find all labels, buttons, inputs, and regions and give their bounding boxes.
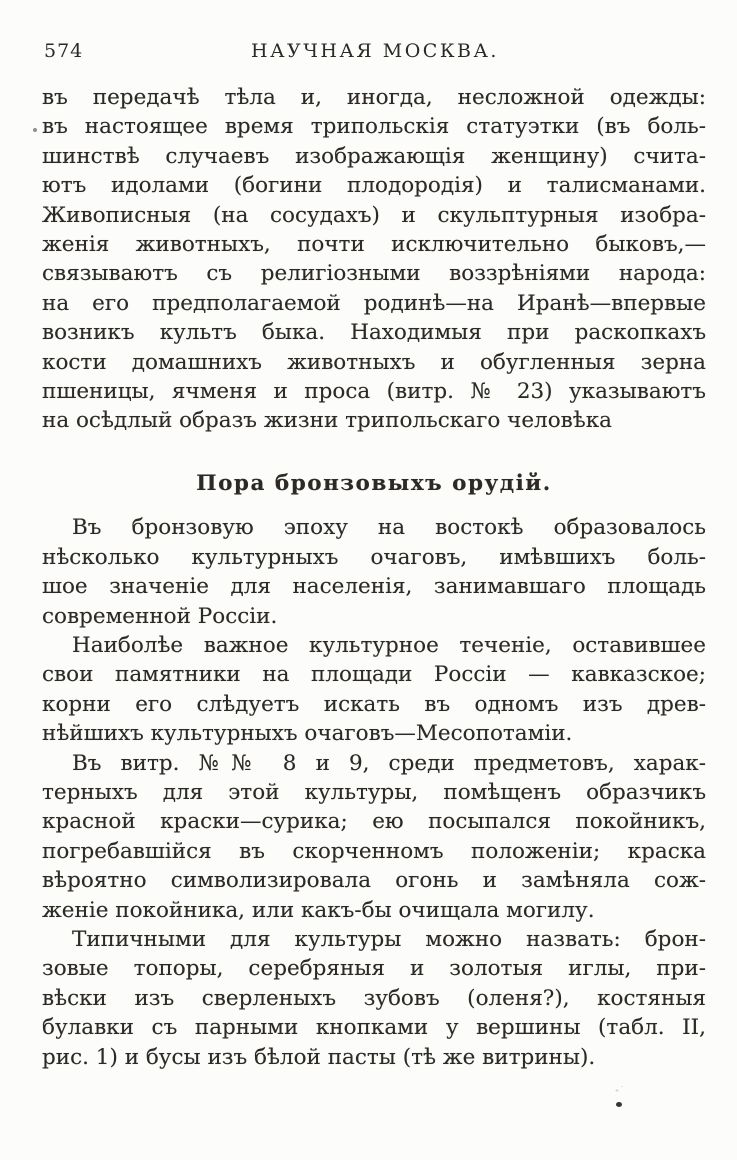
text-line: терныхъ для этой культуры, помѣщенъ образчикъ — [42, 779, 706, 805]
text-line: булавки съ парными кнопками у вершины (табл. II, — [42, 1015, 706, 1041]
text-line: на его предполагаемой родинѣ—на Иранѣ—впервые — [42, 290, 706, 316]
text-block — [42, 83, 706, 1072]
text-line: вѣски изъ сверленыхъ зубовъ (оленя?), костяныя — [42, 985, 706, 1011]
text-line: связываютъ съ религіозными воззрѣніями народа: — [42, 261, 706, 287]
text-line: свои памятники на площади Россіи — кавказское; — [42, 662, 706, 688]
text-line: въ передачѣ тѣла и, иногда, несложной одежды: — [42, 85, 706, 110]
page-number: 574 — [44, 40, 84, 62]
text-line: Въ витр. №№ 8 и 9, среди предметовъ, харак- — [72, 750, 706, 776]
text-line: современной Россіи. — [42, 603, 278, 629]
running-head — [44, 38, 706, 62]
text-line: Типичными для культуры можно назвать: брон- — [72, 926, 706, 952]
text-line: на осѣдлый образъ жизни трипольскаго человѣка — [42, 408, 612, 434]
text-line: возникъ культъ быка. Находимыя при раскопкахъ — [42, 320, 706, 346]
section-heading: Пора бронзовыхъ орудій. — [196, 470, 552, 496]
text-line: нѣсколько культурныхъ очаговъ, имѣвшихъ боль- — [42, 544, 706, 570]
text-line: шинствѣ случаевъ изображающія женщину) счита- — [42, 143, 706, 169]
text-line: шое значеніе для населенія, занимавшаго площадь — [42, 574, 706, 600]
text-line: зовые топоры, серебряныя и золотыя иглы, при- — [42, 956, 706, 982]
running-head-title: НАУЧНАЯ МОСКВА. — [251, 40, 499, 62]
text-line: вѣроятно символизировала огонь и замѣняла сож- — [42, 868, 706, 894]
text-line: погребавшійся въ скорченномъ положеніи; краска — [42, 838, 706, 864]
text-line: Живописныя (на сосудахъ) и скульптурныя изобра- — [42, 202, 706, 228]
text-line: ютъ идолами (богини плодородія) и талисманами. — [42, 173, 706, 199]
text-line: кости домашнихъ животныхъ и обугленныя зерна — [42, 349, 706, 375]
text-line: корни его слѣдуетъ искать въ одномъ изъ древ- — [42, 691, 706, 717]
text-line: нѣйшихъ культурныхъ очаговъ—Месопотаміи. — [42, 721, 573, 747]
text-line: Въ бронзовую эпоху на востокѣ образовалось — [72, 515, 706, 541]
text-line: женіе покойника, или какъ-бы очищала могилу. — [42, 897, 595, 923]
margin-ink-speck — [33, 128, 37, 132]
corner-ink-speck — [616, 1102, 622, 1107]
text-line: пшеницы, ячменя и проса (витр. № 23) указываютъ — [42, 379, 706, 405]
text-line: въ настоящее время трипольскія статуэтки (въ боль- — [42, 114, 706, 140]
text-line: женія животныхъ, почти исключительно быковъ,— — [42, 232, 706, 258]
text-line: Наиболѣе важное культурное теченіе, оставившее — [72, 632, 706, 658]
text-line: рис. 1) и бусы изъ бѣлой пасты (тѣ же витрины). — [42, 1044, 596, 1070]
text-line: красной краски—сурика; ею посыпался покойникъ, — [42, 809, 706, 835]
